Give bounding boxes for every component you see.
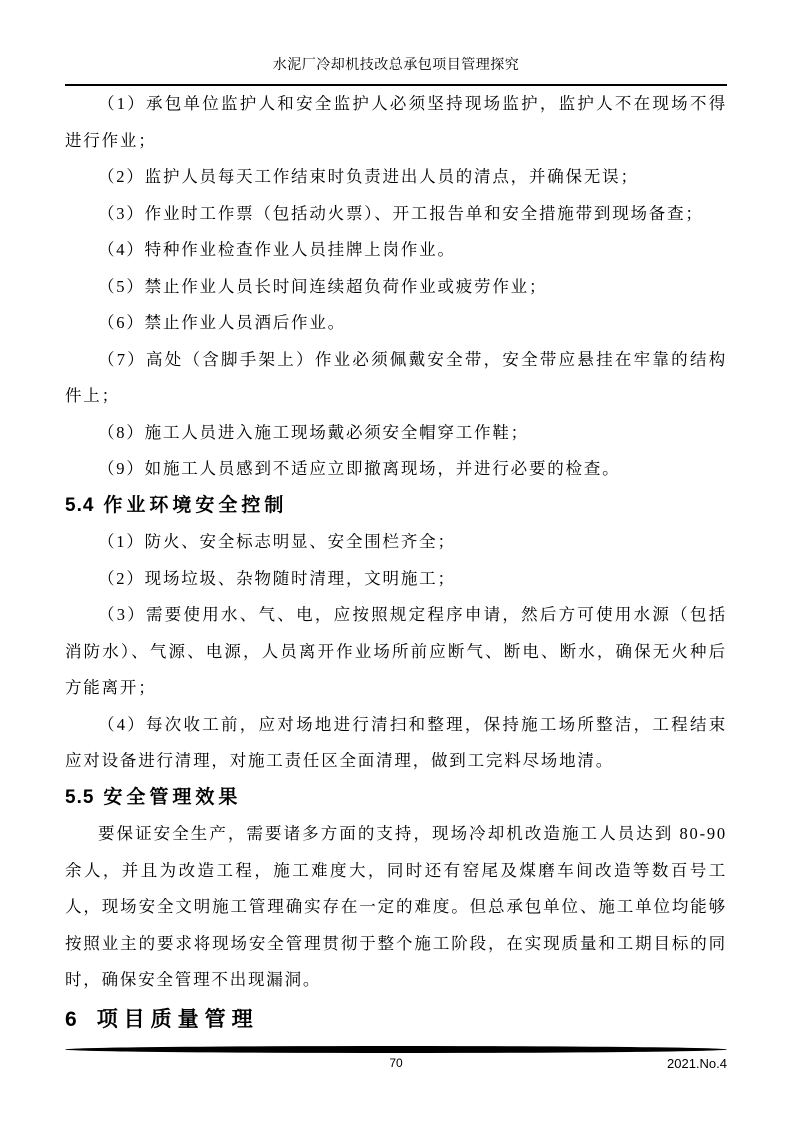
paragraph-5-5: 要保证安全生产，需要诸多方面的支持，现场冷却机改造施工人员达到 80-90 余人，并且为改造工程，施工难度大，同时还有窑尾及煤磨车间改造等数百号工人，现场安全文明施工管理确实存在一定的难度。但总承包单位、施工单位均能够按照业主的要求将现场安全管理贯彻于整个施工阶段，在实现质量和工期目标的同时，确保安全管理不出现漏洞。 [65,824,727,989]
issue-label: 2021.No.4 [667,1056,727,1071]
page-number: 70 [389,1056,403,1070]
list-item-53-1: （1）承包单位监护人和安全监护人必须坚持现场监护，监护人不在现场不得进行作业； [65,94,727,150]
list-item-53-2: （2）监护人员每天工作结束时负责进出人员的清点，并确保无误； [98,167,639,186]
list-item-53-3: （3）作业时工作票（包括动火票）、开工报告单和安全措施带到现场备查； [98,203,704,223]
list-item-53-5: （5）禁止作业人员长时间连续超负荷作业或疲劳作业； [98,276,548,296]
section-title: 安全管理效果 [103,786,242,808]
list-item-53-8: （8）施工人员进入施工现场戴必须安全帽穿工作鞋； [98,422,529,442]
section-number: 5.4 [65,494,95,516]
list-item-53-4: （4）特种作业检查作业人员挂牌上岗作业。 [98,240,456,259]
footer-row [65,1056,727,1073]
list-item-53-7: （7）高处（含脚手架上）作业必须佩戴安全带，安全带应悬挂在牢靠的结构件上； [65,349,727,405]
section-heading-5-5 [65,780,727,817]
chapter-title: 项目质量管理 [96,1007,259,1031]
page-body [65,86,727,1038]
chapter-heading-6 [65,1001,727,1038]
list-item-54-2: （2）现场垃圾、杂物随时清理，文明施工； [98,568,456,588]
section-title: 作业环境安全控制 [103,494,288,516]
section-heading-5-4 [65,488,727,525]
list-item-53-6: （6）禁止作业人员酒后作业。 [98,313,346,332]
list-item-54-3: （3）需要使用水、气、电，应按照规定程序申请，然后方可使用水源（包括消防水）、气源、电源，人员离开作业场所前应断气、断电、断水，确保无火种后方能离开； [65,605,727,697]
list-item-53-9: （9）如施工人员感到不适应立即撤离现场，并进行必要的检查。 [98,459,621,478]
footer-divider [65,1046,727,1053]
page-footer [65,1046,727,1073]
list-item-54-4: （4）每次收工前，应对场地进行清扫和整理，保持施工场所整洁，工程结束应对设备进行清理，对施工责任区全面清理，做到工完料尽场地清。 [65,714,727,770]
running-head-title: 水泥厂冷却机技改总承包项目管理探究 [272,58,520,73]
section-number: 5.5 [65,786,95,808]
chapter-number: 6 [65,1007,77,1031]
list-item-54-1: （1）防火、安全标志明显、安全围栏齐全； [98,532,456,551]
page-header [65,0,727,86]
